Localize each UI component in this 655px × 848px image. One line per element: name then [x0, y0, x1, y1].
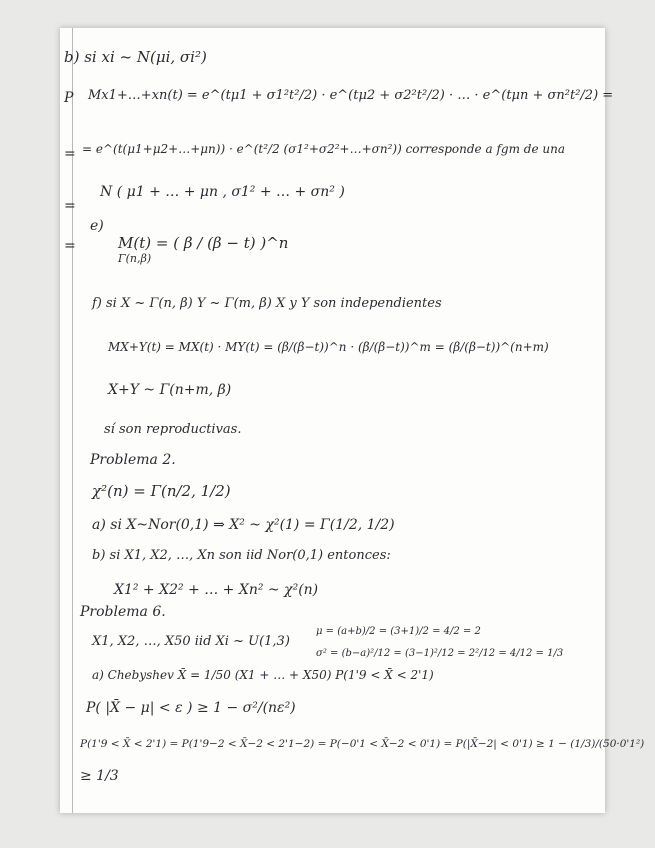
section-heading: Problema 6. — [80, 604, 166, 620]
handwritten-line: σ² = (b−a)²/12 = (3−1)²/12 = 2²/12 = 4/12 = 1/3 — [316, 648, 564, 659]
handwritten-line: M(t) = ( β / (β − t) )^n — [118, 234, 289, 252]
handwritten-line: sí son reproductivas. — [104, 422, 242, 437]
handwritten-line: e) — [90, 218, 104, 234]
handwritten-line: f) si X ~ Γ(n, β) Y ~ Γ(m, β) X y Y son independientes — [92, 296, 442, 311]
section-heading: Problema 2. — [90, 452, 176, 468]
handwritten-line: a) Chebyshev X̄ = 1/50 (X1 + … + X50) P(1'9 < X̄ < 2'1) — [92, 668, 434, 682]
handwritten-line: = e^(t(μ1+μ2+…+μn)) · e^(t²/2 (σ1²+σ2²+…+σn²)) corresponde a fgm de una — [82, 142, 565, 156]
handwritten-line: ≥ 1/3 — [80, 768, 119, 784]
handwritten-line: a) si X~Nor(0,1) ⇒ X² ~ χ²(1) = Γ(1/2, 1/2) — [92, 517, 395, 533]
handwritten-line: Γ(n,β) — [118, 252, 152, 265]
handwritten-line: χ²(n) = Γ(n/2, 1/2) — [92, 482, 231, 500]
handwritten-line: b) si xi ~ N(μi, σi²) — [64, 48, 207, 66]
handwritten-line: X1² + X2² + … + Xn² ~ χ²(n) — [114, 582, 319, 598]
margin-mark: = — [64, 198, 76, 214]
handwritten-line: Mx1+…+xn(t) = e^(tμ1 + σ1²t²/2) · e^(tμ2 + σ2²t²/2) · … · e^(tμn + σn²t²/2) = — [88, 88, 614, 103]
handwritten-line: X1, X2, …, X50 iid Xi ~ U(1,3) — [92, 634, 290, 649]
handwritten-line: X+Y ~ Γ(n+m, β) — [108, 382, 232, 398]
handwritten-line: P( |X̄ − μ| < ε ) ≥ 1 − σ²/(nε²) — [86, 700, 296, 716]
handwritten-line: μ = (a+b)/2 = (3+1)/2 = 4/2 = 2 — [316, 626, 481, 637]
handwritten-line: MX+Y(t) = MX(t) · MY(t) = (β/(β−t))^n · (β/(β−t))^m = (β/(β−t))^(n+m) — [108, 340, 549, 354]
margin-mark: = — [64, 146, 76, 162]
handwritten-line: N ( μ1 + … + μn , σ1² + … + σn² ) — [100, 184, 345, 200]
handwritten-line: b) si X1, X2, …, Xn son iid Nor(0,1) entonces: — [92, 548, 391, 563]
margin-mark: P — [64, 90, 74, 106]
handwritten-line: P(1'9 < X̄ < 2'1) = P(1'9−2 < X̄−2 < 2'1−2) = P(−0'1 < X̄−2 < 0'1) = P(|X̄−2| < 0'1) ≥ 1 − (1/3)/(50·0'1²) — [80, 738, 645, 750]
margin-mark: = — [64, 238, 76, 254]
